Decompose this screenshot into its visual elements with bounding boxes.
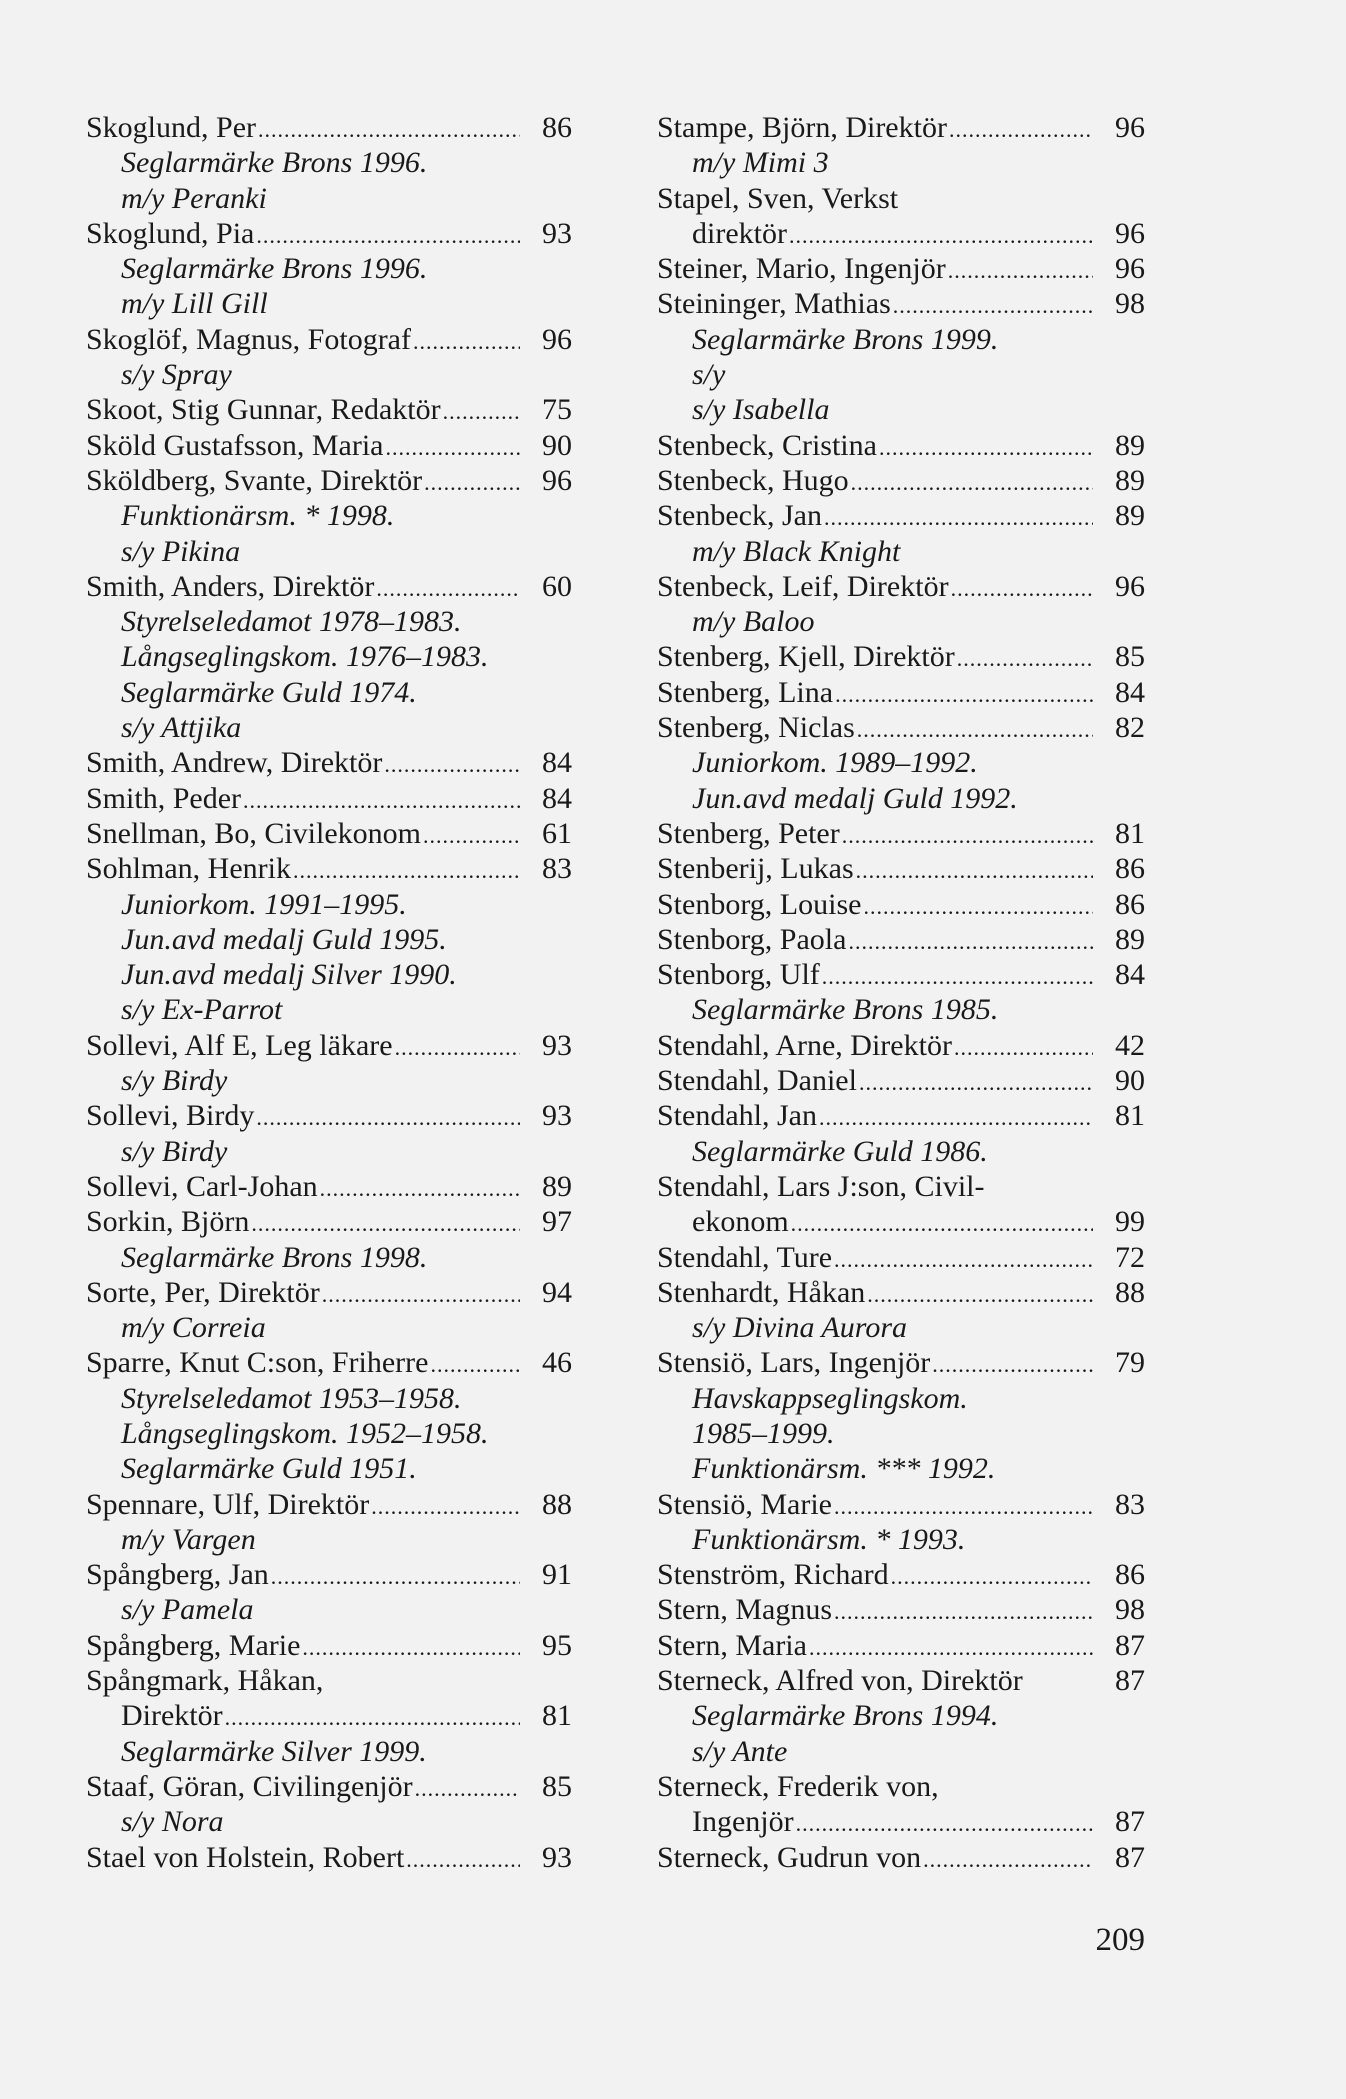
page-reference: 85 [542, 1769, 572, 1803]
page-reference: 86 [1115, 1558, 1145, 1592]
entry-name: Stern, Magnus [657, 1593, 832, 1627]
index-entry [86, 569, 572, 604]
index-entry [657, 1487, 1145, 1522]
index-entry [86, 1840, 572, 1875]
entry-name: Skoglund, Per [86, 111, 257, 144]
page-reference: 85 [1115, 640, 1145, 674]
index-entry [657, 1345, 1145, 1380]
leader-dots [819, 1100, 1093, 1135]
entry-name: Stenberg, Peter [657, 816, 840, 850]
index-entry [86, 392, 572, 427]
entry-name-line: Sterneck, Frederik von, [657, 1769, 939, 1803]
entry-name: Staaf, Göran, Civilingenjör [86, 1769, 413, 1803]
leader-dots [879, 430, 1093, 465]
entry-name: Steininger, Mathias [657, 287, 891, 321]
index-column-left [86, 110, 572, 1875]
entry-name: Spångberg, Marie [86, 1628, 301, 1662]
index-entry [657, 1804, 1145, 1839]
entry-name: Sterneck, Alfred von, Direktör [657, 1664, 1023, 1698]
page-reference: 87 [1115, 1664, 1145, 1698]
entry-name: Stenberg, Kjell, Direktör [657, 640, 955, 674]
leader-dots [891, 1559, 1093, 1594]
index-entry [657, 1204, 1145, 1239]
index-column-right [657, 110, 1145, 1875]
index-entry [657, 922, 1145, 957]
index-entry [657, 851, 1145, 886]
leader-dots [413, 324, 520, 359]
index-entry [657, 286, 1145, 321]
entry-name: Stael von Holstein, Robert [86, 1840, 405, 1874]
entry-detail: m/y Mimi 3 [692, 146, 829, 180]
index-entry [86, 1769, 572, 1804]
entry-detail: Jun.avd medalj Guld 1995. [121, 922, 447, 956]
entry-name: Spångberg, Jan [86, 1558, 269, 1592]
page-reference: 81 [1115, 1099, 1145, 1133]
entry-name: Ingenjör [692, 1805, 794, 1839]
entry-name: Skoot, Stig Gunnar, Redaktör [86, 393, 441, 427]
entry-name: Stern, Maria [657, 1628, 807, 1662]
leader-dots [320, 1171, 520, 1206]
entry-detail: Juniorkom. 1989–1992. [692, 746, 978, 780]
entry-name: Spennare, Ulf, Direktör [86, 1487, 370, 1521]
page-reference: 96 [1115, 216, 1145, 250]
index-entry [657, 428, 1145, 463]
entry-detail: s/y Pikina [121, 534, 241, 568]
entry-name: Skoglöf, Magnus, Fotograf [86, 322, 411, 356]
index-entry [86, 781, 572, 816]
leader-dots [851, 465, 1093, 500]
entry-detail: Funktionärsm. * 1998. [121, 499, 395, 533]
leader-dots [443, 394, 520, 429]
page-number: 209 [1095, 1922, 1145, 1958]
page-reference: 94 [542, 1275, 572, 1309]
index-entry [657, 675, 1145, 710]
entry-name: Sköldberg, Svante, Direktör [86, 463, 423, 497]
entry-detail: Juniorkom. 1991–1995. [121, 887, 407, 921]
entry-name: Stenbeck, Leif, Direktör [657, 569, 949, 603]
leader-dots [893, 288, 1093, 323]
page-reference: 89 [1115, 463, 1145, 497]
leader-dots [834, 1242, 1093, 1277]
page-reference: 81 [542, 1699, 572, 1733]
entry-name: Sollevi, Alf E, Leg läkare [86, 1028, 393, 1062]
leader-dots [430, 1347, 520, 1382]
leader-dots [809, 1630, 1093, 1665]
leader-dots [859, 1065, 1093, 1100]
entry-detail: s/y Isabella [692, 393, 830, 427]
leader-dots [271, 1559, 520, 1594]
entry-name: Stenberij, Lukas [657, 852, 854, 886]
index-entry [86, 1275, 572, 1310]
leader-dots [243, 783, 520, 818]
page-reference: 93 [542, 1028, 572, 1062]
leader-dots [796, 1806, 1093, 1841]
entry-detail: Långseglingskom. 1976–1983. [121, 640, 489, 674]
entry-detail: Seglarmärke Brons 1985. [692, 993, 999, 1027]
index-entry [657, 1840, 1145, 1875]
leader-dots [863, 889, 1093, 924]
leader-dots [835, 677, 1093, 712]
entry-name: Sollevi, Birdy [86, 1099, 255, 1133]
index-entry [657, 1275, 1145, 1310]
entry-name-line: Stapel, Sven, Verkst [657, 181, 899, 215]
index-entry [657, 1240, 1145, 1275]
index-entry [86, 1204, 572, 1239]
leader-dots [256, 218, 520, 253]
page-reference: 96 [542, 322, 572, 356]
leader-dots [406, 1842, 520, 1877]
index-entry [657, 1098, 1145, 1133]
leader-dots [322, 1277, 520, 1312]
index-entry [86, 322, 572, 357]
entry-name: Smith, Andrew, Direktör [86, 746, 383, 780]
index-entry [657, 816, 1145, 851]
entry-name: Smith, Anders, Direktör [86, 569, 375, 603]
page-reference: 72 [1115, 1240, 1145, 1274]
page-reference: 89 [1115, 499, 1145, 533]
entry-name: Sparre, Knut C:son, Friherre [86, 1346, 429, 1380]
page-reference: 96 [1115, 569, 1145, 603]
index-entry [86, 1487, 572, 1522]
leader-dots [791, 1206, 1093, 1241]
entry-detail: m/y Peranki [121, 181, 267, 215]
entry-detail: Styrelseledamot 1978–1983. [121, 605, 462, 639]
entry-detail: Jun.avd medalj Guld 1992. [692, 781, 1018, 815]
entry-name: Smith, Peder [86, 781, 241, 815]
index-entry [657, 710, 1145, 745]
entry-name: Stenborg, Ulf [657, 958, 820, 992]
page-reference: 96 [542, 463, 572, 497]
leader-dots [822, 959, 1093, 994]
entry-name: ekonom [692, 1205, 789, 1239]
entry-name: Stensiö, Marie [657, 1487, 832, 1521]
entry-detail: 1985–1999. [692, 1416, 835, 1450]
index-entry [657, 569, 1145, 604]
entry-detail: s/y Ex-Parrot [121, 993, 283, 1027]
entry-detail: Långseglingskom. 1952–1958. [121, 1416, 489, 1450]
index-entry [86, 216, 572, 251]
entry-name: Sköld Gustafsson, Maria [86, 428, 384, 462]
page-reference: 95 [542, 1628, 572, 1662]
page-reference: 90 [1115, 1064, 1145, 1098]
index-entry [657, 887, 1145, 922]
leader-dots [856, 853, 1093, 888]
page-reference: 84 [1115, 675, 1145, 709]
index-entry [657, 1557, 1145, 1592]
entry-detail: s/y Ante [692, 1734, 788, 1768]
page-reference: 86 [1115, 852, 1145, 886]
entry-detail: s/y Spray [121, 358, 232, 392]
index-entry [86, 1169, 572, 1204]
index-entry [657, 1063, 1145, 1098]
leader-dots [384, 747, 520, 782]
index-entry [657, 498, 1145, 533]
page-reference: 97 [542, 1205, 572, 1239]
page-reference: 93 [542, 1840, 572, 1874]
leader-dots [256, 1100, 520, 1135]
page-reference: 89 [1115, 922, 1145, 956]
entry-detail: Funktionärsm. * 1993. [692, 1522, 966, 1556]
leader-dots [948, 253, 1093, 288]
entry-detail: s/y Pamela [121, 1593, 254, 1627]
leader-dots [258, 112, 520, 147]
leader-dots [954, 1030, 1093, 1065]
page-reference: 82 [1115, 711, 1145, 745]
index-entry [657, 251, 1145, 286]
entry-detail: Seglarmärke Brons 1998. [121, 1240, 428, 1274]
page-reference: 91 [542, 1558, 572, 1592]
leader-dots [834, 1594, 1093, 1629]
page-reference: 88 [1115, 1275, 1145, 1309]
leader-dots [251, 1206, 520, 1241]
leader-dots [824, 500, 1093, 535]
page-reference: 96 [1115, 111, 1145, 144]
entry-name: Stenborg, Louise [657, 887, 862, 921]
entry-name: Stenhardt, Håkan [657, 1275, 866, 1309]
index-entry [86, 463, 572, 498]
entry-detail: s/y [692, 358, 726, 392]
entry-name: Steiner, Mario, Ingenjör [657, 252, 946, 286]
page-reference: 86 [542, 111, 572, 144]
entry-detail: Seglarmärke Brons 1999. [692, 322, 999, 356]
index-entry [86, 1557, 572, 1592]
entry-detail: s/y Birdy [121, 1064, 228, 1098]
leader-dots [834, 1489, 1093, 1524]
index-entry [657, 639, 1145, 674]
page-reference: 88 [542, 1487, 572, 1521]
page-reference: 84 [542, 781, 572, 815]
entry-detail: Jun.avd medalj Silver 1990. [121, 958, 457, 992]
index-entry [657, 1628, 1145, 1663]
entry-name-line: Stendahl, Lars J:son, Civil- [657, 1169, 985, 1203]
page-reference: 93 [542, 1099, 572, 1133]
entry-detail: Styrelseledamot 1953–1958. [121, 1381, 462, 1415]
entry-name: Sohlman, Henrik [86, 852, 291, 886]
entry-detail: Seglarmärke Brons 1996. [121, 146, 428, 180]
entry-detail: m/y Lill Gill [121, 287, 268, 321]
entry-name: direktör [692, 216, 787, 250]
page-reference: 75 [542, 393, 572, 427]
entry-detail: m/y Black Knight [692, 534, 901, 568]
leader-dots [423, 818, 520, 853]
entry-detail: Havskappseglingskom. [692, 1381, 968, 1415]
index-entry [86, 1028, 572, 1063]
leader-dots [385, 430, 520, 465]
entry-detail: s/y Attjika [121, 711, 242, 745]
index-entry [86, 1628, 572, 1663]
entry-name: Stendahl, Arne, Direktör [657, 1028, 952, 1062]
entry-detail: Seglarmärke Guld 1951. [121, 1452, 417, 1486]
leader-dots [867, 1277, 1093, 1312]
page-reference: 87 [1115, 1628, 1145, 1662]
leader-dots [842, 818, 1093, 853]
index-entry [657, 1592, 1145, 1627]
index-entry [657, 957, 1145, 992]
leader-dots [424, 465, 520, 500]
entry-detail: Seglarmärke Brons 1996. [121, 252, 428, 286]
index-entry [86, 110, 572, 145]
index-entry [657, 1663, 1145, 1698]
index-entry [86, 745, 572, 780]
page-reference: 99 [1115, 1205, 1145, 1239]
index-entry [657, 216, 1145, 251]
entry-detail: Seglarmärke Guld 1986. [692, 1134, 988, 1168]
entry-detail: m/y Correia [121, 1311, 266, 1345]
entry-name: Direktör [121, 1699, 223, 1733]
index-entry [86, 1345, 572, 1380]
page-reference: 84 [1115, 958, 1145, 992]
page-reference: 60 [542, 569, 572, 603]
page-reference: 87 [1115, 1805, 1145, 1839]
entry-detail: Seglarmärke Guld 1974. [121, 675, 417, 709]
page-reference: 89 [542, 1169, 572, 1203]
entry-name: Stenbeck, Cristina [657, 428, 877, 462]
entry-name: Stenström, Richard [657, 1558, 889, 1592]
leader-dots [293, 853, 520, 888]
entry-name: Stenberg, Niclas [657, 711, 855, 745]
page-reference: 83 [1115, 1487, 1145, 1521]
entry-detail: s/y Divina Aurora [692, 1311, 907, 1345]
page-reference: 90 [542, 428, 572, 462]
index-entry [657, 110, 1145, 145]
index-entry [86, 428, 572, 463]
leader-dots [951, 571, 1093, 606]
leader-dots [949, 112, 1093, 147]
entry-name: Stenborg, Paola [657, 922, 847, 956]
page-reference: 96 [1115, 252, 1145, 286]
page-reference: 42 [1115, 1028, 1145, 1062]
leader-dots [395, 1030, 520, 1065]
entry-name: Stensiö, Lars, Ingenjör [657, 1346, 931, 1380]
page-reference: 93 [542, 216, 572, 250]
entry-name: Sterneck, Gudrun von [657, 1840, 922, 1874]
page-reference: 98 [1115, 287, 1145, 321]
entry-name: Snellman, Bo, Civilekonom [86, 816, 421, 850]
page-reference: 81 [1115, 816, 1145, 850]
page-reference: 84 [542, 746, 572, 780]
entry-name: Stampe, Björn, Direktör [657, 111, 947, 144]
entry-detail: m/y Baloo [692, 605, 815, 639]
page-reference: 61 [542, 816, 572, 850]
entry-detail: Seglarmärke Silver 1999. [121, 1734, 427, 1768]
leader-dots [415, 1771, 520, 1806]
leader-dots [225, 1700, 520, 1735]
page-reference: 79 [1115, 1346, 1145, 1380]
leader-dots [376, 571, 520, 606]
leader-dots [848, 924, 1093, 959]
index-entry [86, 1098, 572, 1133]
entry-name: Sollevi, Carl-Johan [86, 1169, 318, 1203]
page-reference: 83 [542, 852, 572, 886]
entry-name: Stenbeck, Jan [657, 499, 822, 533]
entry-name: Stendahl, Daniel [657, 1064, 857, 1098]
index-entry [657, 1028, 1145, 1063]
entry-detail: s/y Birdy [121, 1134, 228, 1168]
entry-detail: Seglarmärke Brons 1994. [692, 1699, 999, 1733]
leader-dots [789, 218, 1093, 253]
index-entry [86, 1698, 572, 1733]
index-entry [657, 463, 1145, 498]
leader-dots [932, 1347, 1093, 1382]
page-reference: 98 [1115, 1593, 1145, 1627]
leader-dots [957, 641, 1093, 676]
entry-name: Stenbeck, Hugo [657, 463, 849, 497]
leader-dots [923, 1842, 1093, 1877]
entry-name: Stenberg, Lina [657, 675, 834, 709]
index-entry [86, 816, 572, 851]
entry-detail: m/y Vargen [121, 1522, 256, 1556]
page-reference: 87 [1115, 1840, 1145, 1874]
page-reference: 89 [1115, 428, 1145, 462]
entry-name: Stendahl, Ture [657, 1240, 833, 1274]
entry-detail: Funktionärsm. *** 1992. [692, 1452, 996, 1486]
entry-name: Sorte, Per, Direktör [86, 1275, 320, 1309]
index-entry [86, 851, 572, 886]
entry-detail: s/y Nora [121, 1805, 224, 1839]
leader-dots [857, 712, 1093, 747]
leader-dots [302, 1630, 520, 1665]
entry-name: Skoglund, Pia [86, 216, 255, 250]
entry-name: Stendahl, Jan [657, 1099, 817, 1133]
page-reference: 46 [542, 1346, 572, 1380]
leader-dots [371, 1489, 520, 1524]
entry-name-line: Spångmark, Håkan, [86, 1664, 324, 1698]
entry-name: Sorkin, Björn [86, 1205, 250, 1239]
page-reference: 86 [1115, 887, 1145, 921]
